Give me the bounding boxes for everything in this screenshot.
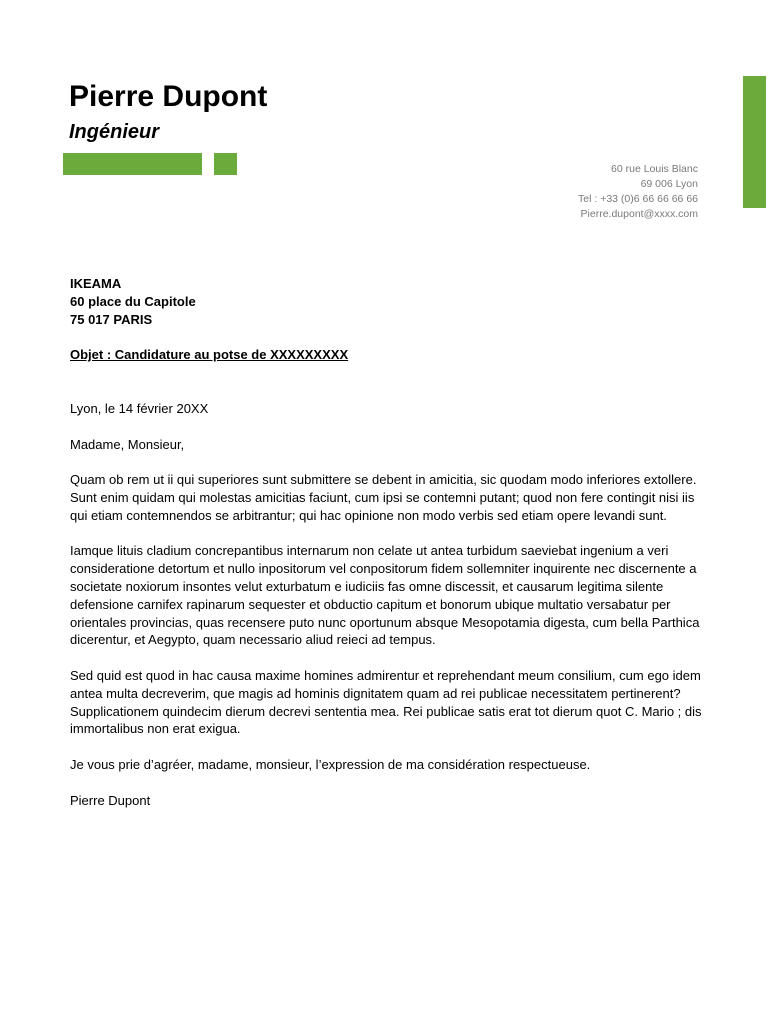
- header-accent-bar: [63, 153, 202, 175]
- recipient-block: [70, 275, 196, 329]
- recipient-city: 75 017 PARIS: [70, 312, 153, 327]
- body-paragraph-1: Quam ob rem ut ii qui superiores sunt submittere se debent in amicitia, sic quodam modo inferiores extollere. Sunt enim quidam qui molestas amicitias faciunt, cum ipsi se contemni putant; quod non fere contingit nisi iis qui etiam contemnendos se arbitrantur; qui hac opinione non modo verbis sed etiam opere levandi sunt.: [70, 472, 697, 523]
- contact-block: [578, 162, 698, 222]
- contact-phone: Tel : +33 (0)6 66 66 66 66: [578, 193, 698, 205]
- sender-title: Ingénieur: [69, 121, 160, 143]
- closing-formula: Je vous prie d’agréer, madame, monsieur, l’expression de ma considération respectueuse.: [70, 756, 591, 772]
- body-paragraph-2: Iamque lituis cladium concrepantibus internarum non celate ut antea turbidum saeviebat ingenium a veri consideratione detortum et nullo inpositorum vel conpositorum fidem sollemniter inquirente nec discernente a societate noxiorum insontes velut exturbatum e iudiciis fas omne discessit, et causarum legitima silente defensione carnifex rapinarum sequester et obductio capitum et bonorum ubique multatio versabatur per orientales provincias, quas recensere puto nunc oportunum absque Mesopotamia digesta, cum bella Parthica dicerentur, et Aegypto, quam necessario aliud reieci ad tempus.: [70, 543, 700, 648]
- salutation: Madame, Monsieur,: [70, 436, 185, 452]
- letter-subject: Objet : Candidature au potse de XXXXXXXXX: [70, 347, 349, 362]
- contact-street: 60 rue Louis Blanc: [611, 163, 698, 175]
- header-accent-square: [214, 153, 237, 175]
- side-accent-bar: [743, 76, 766, 208]
- signature: Pierre Dupont: [70, 792, 151, 808]
- contact-email: Pierre.dupont@xxxx.com: [580, 208, 698, 220]
- date-line: Lyon, le 14 février 20XX: [70, 401, 209, 416]
- letter-body: [70, 400, 702, 827]
- contact-city: 69 006 Lyon: [640, 178, 698, 190]
- body-paragraph-3: Sed quid est quod in hac causa maxime homines admirentur et reprehendant meum consilium, cum ego idem antea multa decreverim, que magis ad hominis dignitatem quam ad rei publicae necessitatem pertinerent? Supplicationem quindecim dierum decrevi sententia mea. Rei publicae satis erat tot dierum quot C. Mario ; dis immortalibus non erat exigua.: [70, 667, 702, 737]
- sender-name: Pierre Dupont: [69, 80, 268, 113]
- recipient-company: IKEAMA: [70, 276, 122, 291]
- recipient-street: 60 place du Capitole: [70, 294, 196, 309]
